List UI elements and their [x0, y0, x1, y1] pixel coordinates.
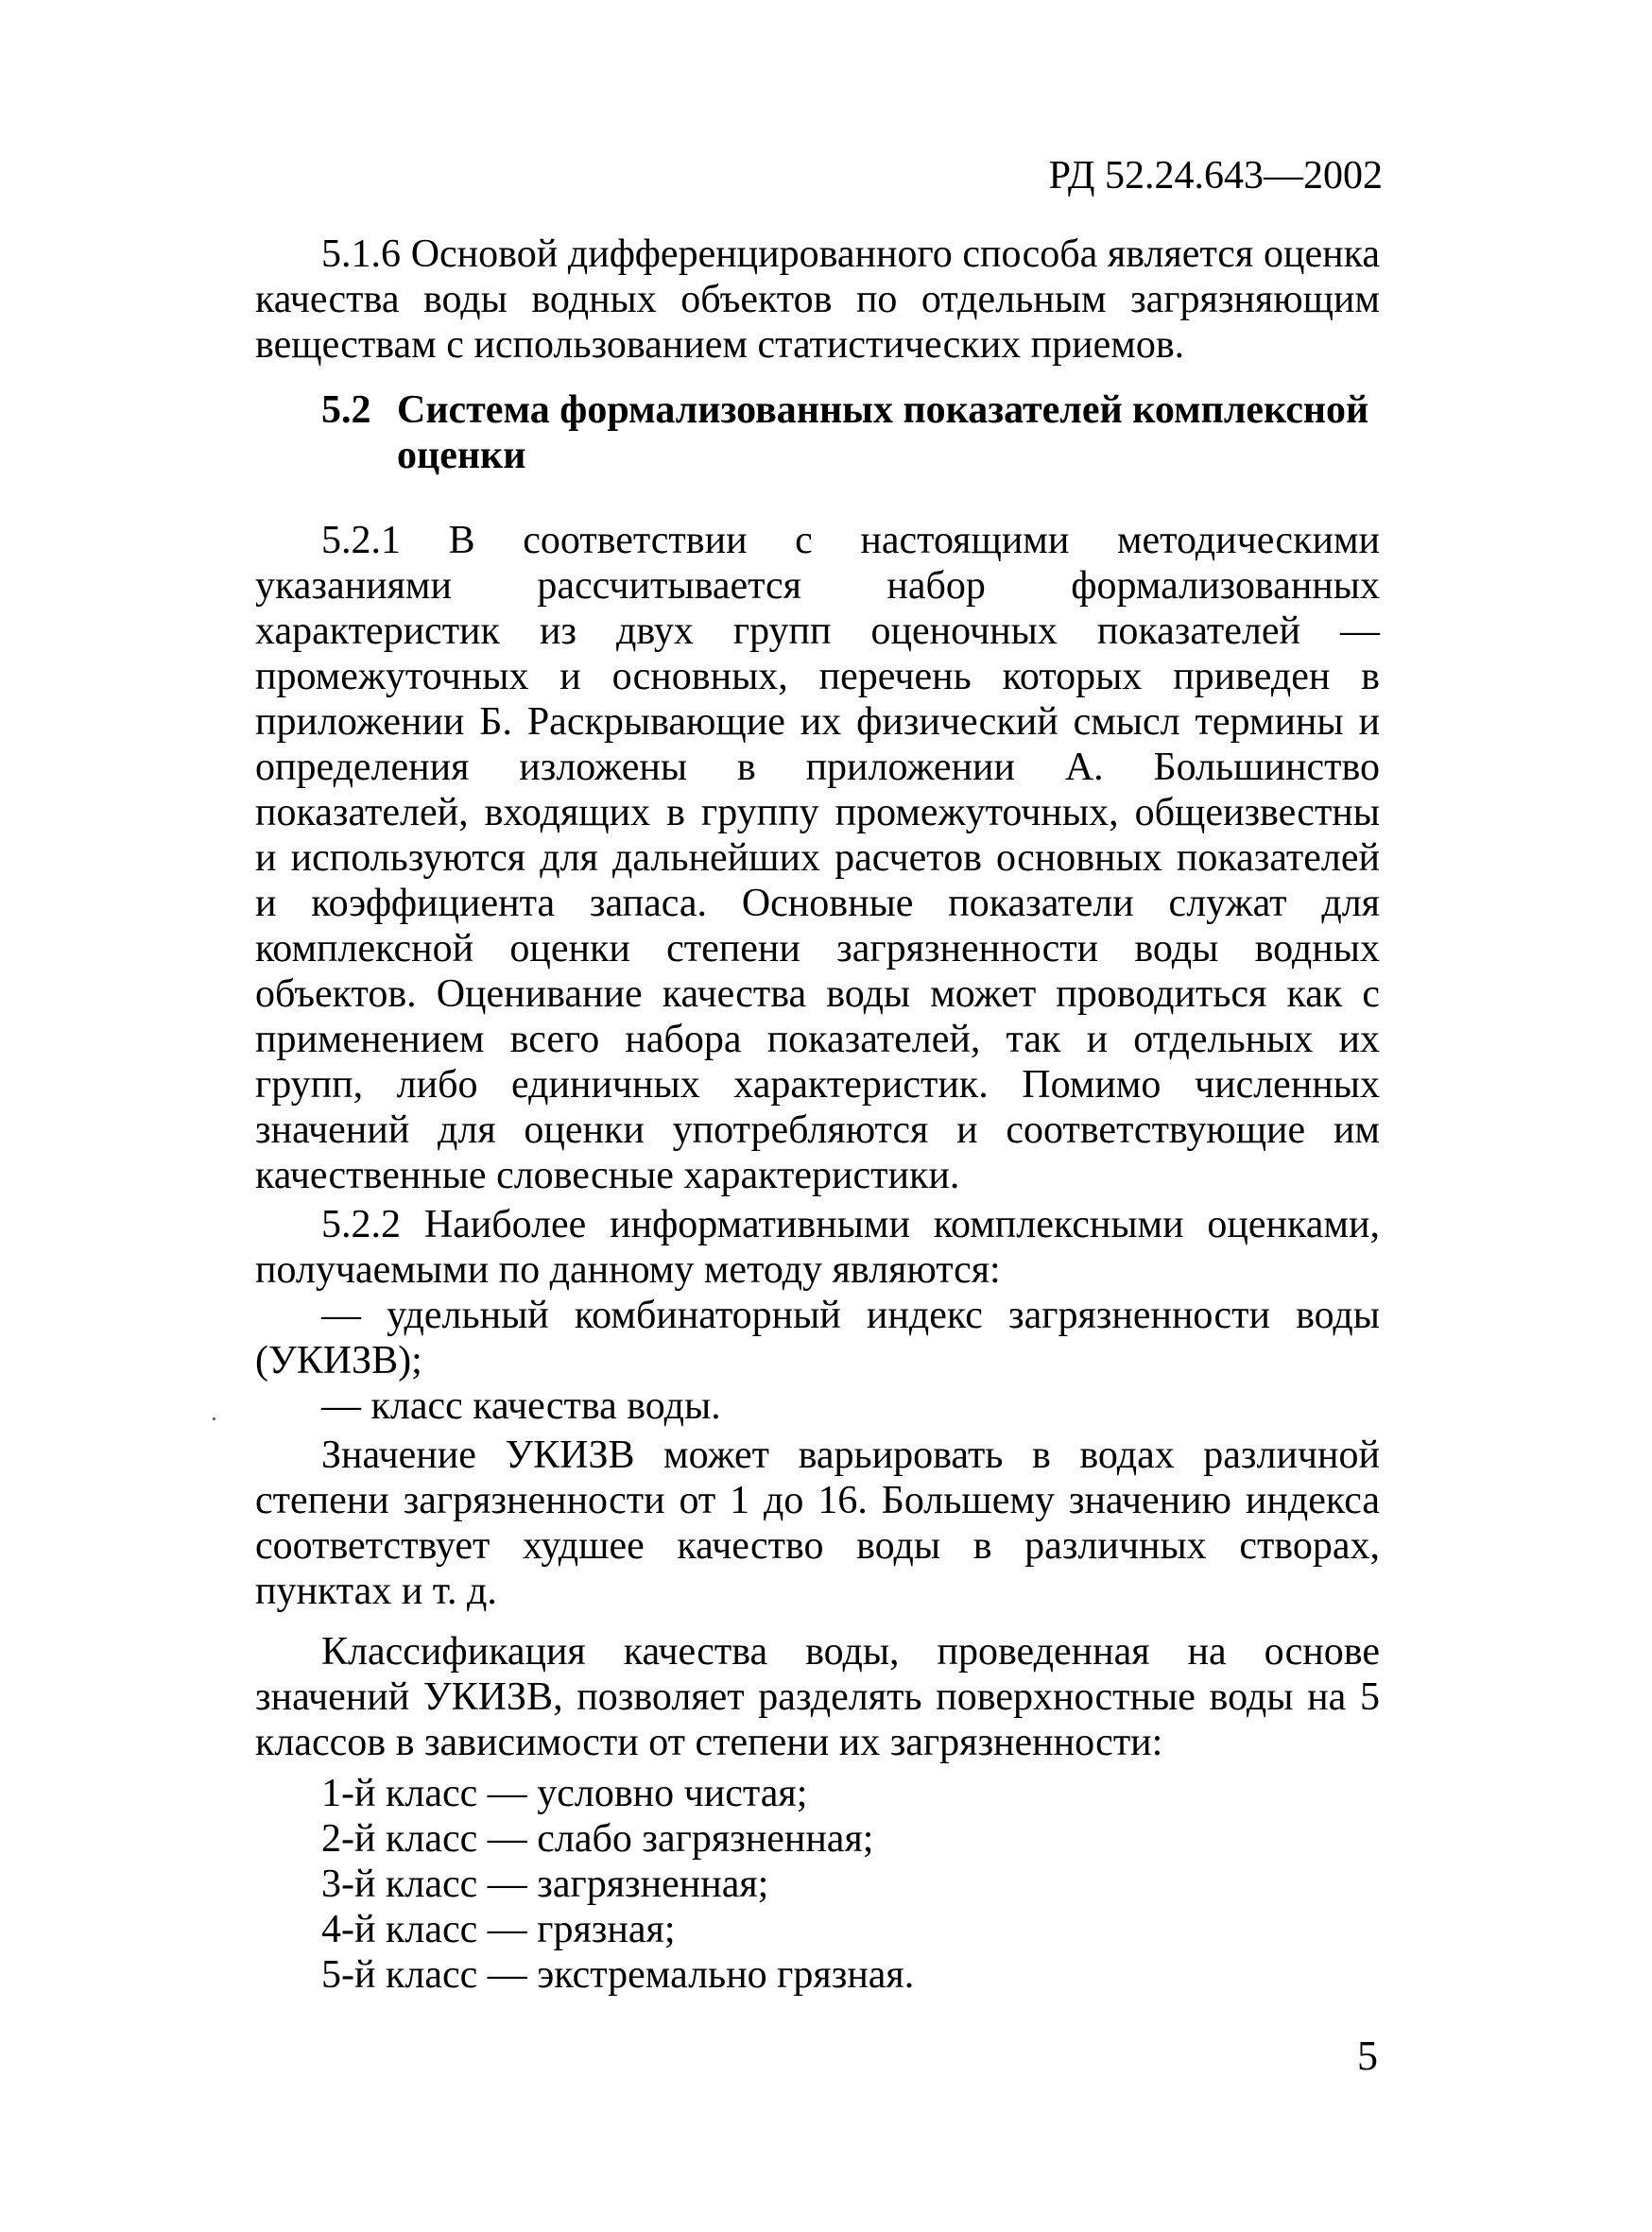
paragraph-5-2-1: 5.2.1 В соответствии с настоящими методическими указаниями рассчитывается набор формализованных характеристик из двух групп оценочных показателей — промежуточных и основных, перечень которых приведен в приложении Б. Раскрывающие их физический смысл термины и определения изложены в приложении А. Большинство показателей, входящих в группу промежуточных, общеизвестны и используются для дальнейших расчетов основных показателей и коэффициента запаса. Основные показатели служат для комплексной оценки степени загрязненности воды водных объектов. Оценивание качества воды может проводиться как с применением всего набора показателей, так и отдельных их групп, либо единичных характеристик. Помимо численных значений для оценки употребляются и соответствующие им качественные словесные характеристики.	[255, 519, 1380, 1197]
paragraph-ukizv-range: Значение УКИЗВ может варьировать в водах различной степени загрязненности от 1 до 16. Большему значению индекса соответствует худшее качество воды в различных створах, пунктах и т. д.	[255, 1434, 1380, 1613]
section-heading-5-2	[321, 387, 1380, 478]
class-list-item: 5-й класс — экстремально грязная.	[321, 1953, 915, 1997]
page-number: 5	[1357, 2033, 1378, 2079]
section-5-2-body	[255, 518, 1380, 1998]
section-number: 5.2	[321, 388, 371, 432]
class-list-item: 1-й класс — условно чистая;	[321, 1772, 808, 1815]
list-item-ukizv: — удельный комбинаторный индекс загрязненности воды (УКИЗВ);	[255, 1294, 1380, 1382]
paragraph-classification: Классификация качества воды, проведенная на основе значений УКИЗВ, позволяет разделять поверхностные воды на 5 классов в зависимости от степени их загрязненности:	[255, 1630, 1380, 1764]
document-code: РД 52.24.643—2002	[1048, 154, 1383, 197]
list-item-water-class: — класс качества воды.	[321, 1384, 721, 1428]
section-title: Система формализованных показателей комплексной оценки	[397, 388, 1369, 477]
class-list-item: 2-й класс — слабо загрязненная;	[321, 1817, 874, 1861]
paragraph-5-1-6-block	[255, 232, 1380, 368]
paragraph-5-2-2: 5.2.2 Наиболее информативными комплексными оценками, получаемыми по данному методу являются:	[255, 1203, 1380, 1292]
scan-speck	[213, 1417, 215, 1420]
paragraph-5-1-6: 5.1.6 Основой дифференцированного способа является оценка качества воды водных объектов по отдельным загрязняющим веществам с использованием статистических приемов.	[255, 232, 1380, 367]
class-list	[255, 1771, 1380, 1998]
class-list-item: 3-й класс — загрязненная;	[321, 1863, 769, 1906]
class-list-item: 4-й класс — грязная;	[321, 1908, 676, 1951]
